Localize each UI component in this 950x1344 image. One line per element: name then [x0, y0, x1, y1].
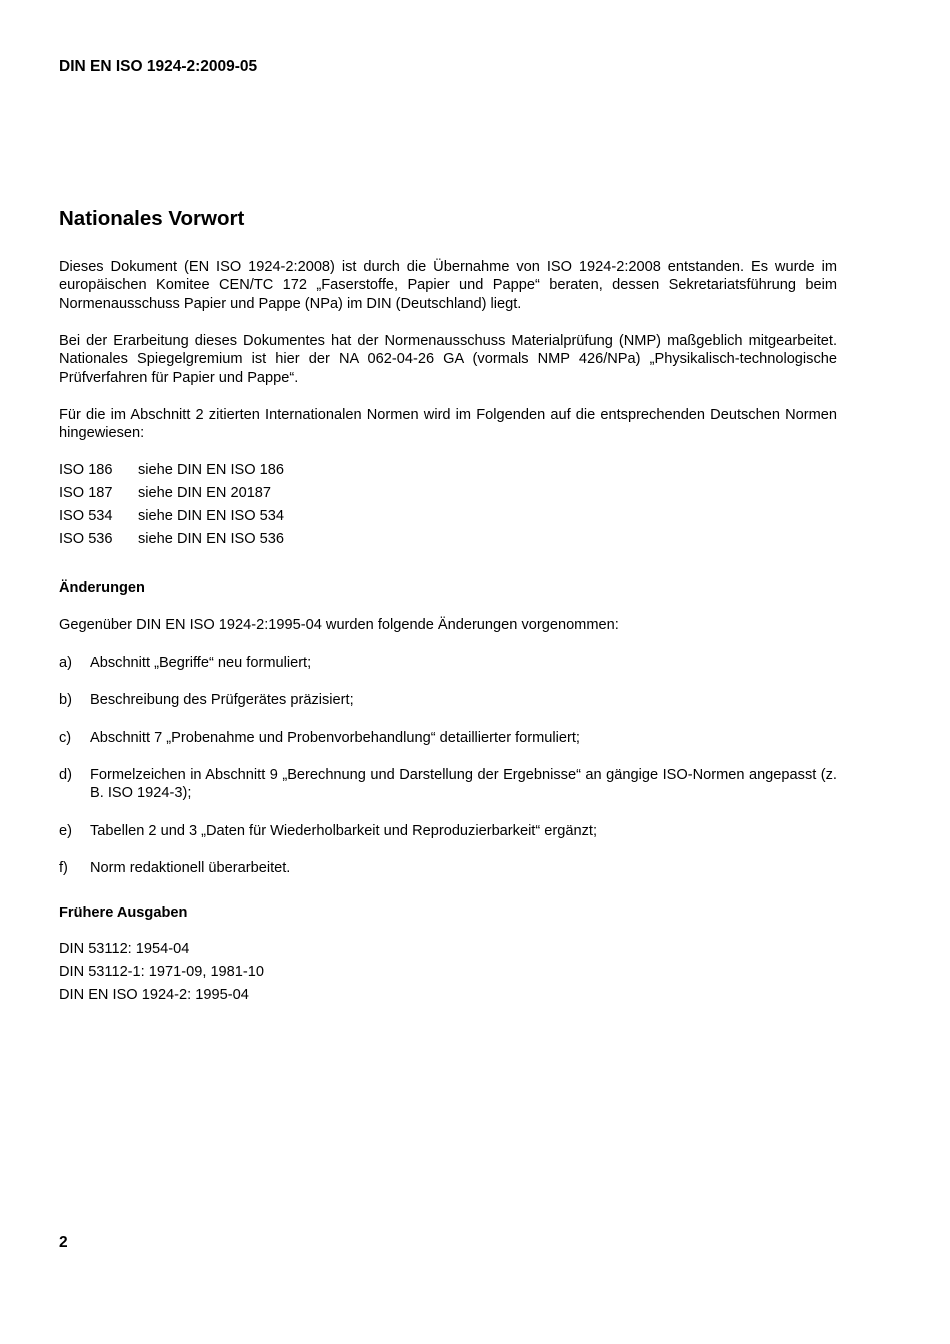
list-text: Norm redaktionell überarbeitet.	[90, 860, 291, 877]
document-body	[59, 258, 837, 1009]
page-number: 2	[59, 1234, 68, 1251]
iso-norm: ISO 536	[59, 531, 113, 548]
list-text: Tabellen 2 und 3 „Daten für Wiederholbarkeit und Reproduzierbarkeit“ ergänzt;	[90, 822, 598, 839]
list-marker: d)	[59, 767, 72, 784]
list-text: Formelzeichen in Abschnitt 9 „Berechnung und Darstellung der Ergebnisse“ an gängige ISO-Normen angepasst (z. B. ISO 1924-3);	[90, 767, 837, 802]
din-norm: siehe DIN EN ISO 534	[138, 508, 285, 525]
document-id-header: DIN EN ISO 1924-2:2009-05	[59, 58, 258, 75]
list-marker: f)	[59, 860, 68, 877]
edition-item: DIN 53112-1: 1971-09, 1981-10	[59, 964, 264, 981]
page-title: Nationales Vorwort	[59, 207, 245, 230]
table-row	[59, 461, 284, 484]
paragraph-2: Bei der Erarbeitung dieses Dokumentes hat der Normenausschuss Materialprüfung (NMP) maßgeblich mitgearbeitet. Nationales Spiegelgremium ist hier der NA 062-04-26 GA (vormals NMP 426/NPa) „Physikalisch-technologische Prüfverfahren für Papier und Pappe“.	[59, 332, 837, 386]
list-item	[59, 654, 837, 672]
list-item	[59, 766, 837, 803]
changes-heading: Änderungen	[59, 580, 145, 597]
edition-item: DIN 53112: 1954-04	[59, 941, 190, 958]
list-item	[59, 859, 837, 877]
list-text: Abschnitt „Begriffe“ neu formuliert;	[90, 654, 312, 671]
edition-item: DIN EN ISO 1924-2: 1995-04	[59, 987, 249, 1004]
iso-norm: ISO 186	[59, 462, 113, 479]
table-row	[59, 507, 284, 530]
paragraph-1: Dieses Dokument (EN ISO 1924-2:2008) ist durch die Übernahme von ISO 1924-2:2008 entstanden. Es wurde im europäischen Komitee CEN/TC 172 „Faserstoffe, Papier und Pappe“ beraten, dessen Sekretariatsführung beim Normenausschuss Papier und Pappe (NPa) im DIN (Deutschland) liegt.	[59, 259, 837, 312]
changes-intro: Gegenüber DIN EN ISO 1924-2:1995-04 wurden folgende Änderungen vorgenommen:	[59, 617, 619, 634]
table-row	[59, 484, 284, 507]
editions-heading: Frühere Ausgaben	[59, 904, 188, 921]
list-marker: b)	[59, 692, 72, 709]
changes-list	[59, 654, 837, 878]
list-marker: a)	[59, 654, 72, 671]
editions-list	[59, 940, 837, 1009]
list-item	[59, 729, 837, 747]
list-text: Beschreibung des Prüfgerätes präzisiert;	[90, 692, 354, 709]
table-row	[59, 530, 284, 553]
list-text: Abschnitt 7 „Probenahme und Probenvorbehandlung“ detaillierter formuliert;	[90, 729, 580, 746]
paragraph-3: Für die im Abschnitt 2 zitierten Internationalen Normen wird im Folgenden auf die entsprechenden Deutschen Normen hingewiesen:	[59, 406, 837, 442]
list-marker: c)	[59, 729, 72, 746]
din-norm: siehe DIN EN ISO 186	[138, 462, 285, 479]
list-marker: e)	[59, 822, 72, 839]
list-item	[59, 691, 837, 709]
list-item	[59, 822, 837, 840]
din-norm: siehe DIN EN 20187	[138, 485, 272, 502]
iso-norm: ISO 534	[59, 508, 113, 525]
norm-reference-table	[59, 461, 284, 553]
iso-norm: ISO 187	[59, 485, 113, 502]
din-norm: siehe DIN EN ISO 536	[138, 531, 285, 548]
